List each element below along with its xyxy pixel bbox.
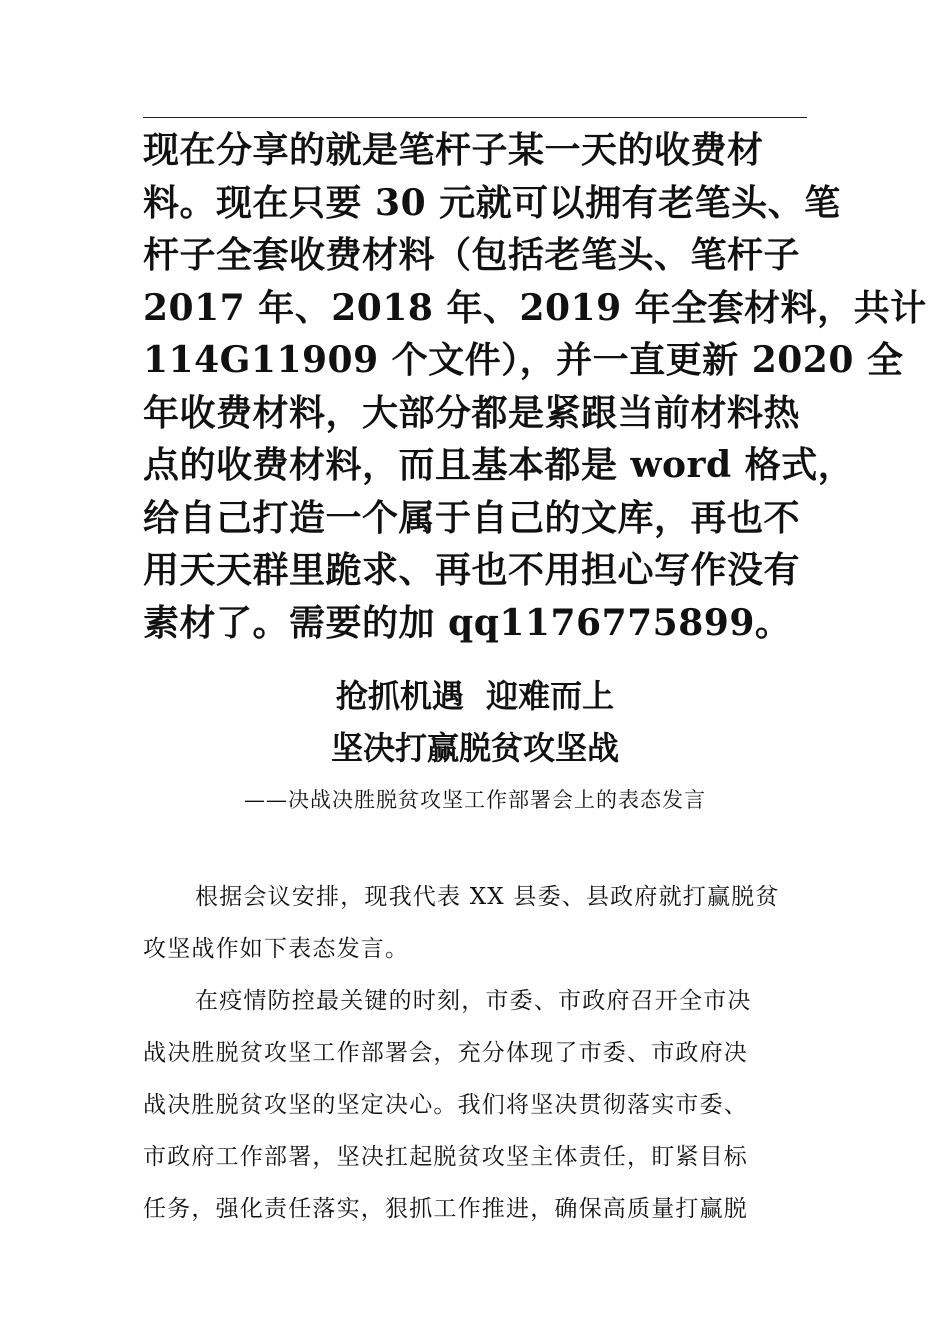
body-line: 任务，强化责任落实，狠抓工作推进，确保高质量打赢脱 (143, 1196, 748, 1222)
body-line: 战决胜脱贫攻坚的坚定决心。我们将坚决贯彻落实市委、 (143, 1092, 748, 1118)
advert-paragraph (143, 124, 927, 649)
body-line: 市政府工作部署，坚决扛起脱贫攻坚主体责任，盯紧目标 (143, 1144, 748, 1170)
body-line: 在疫情防控最关键的时刻，市委、市政府召开全市决 (195, 988, 752, 1014)
body-text (143, 871, 809, 1235)
advert-line: 杆子全套收费材料（包括老笔头、笔杆子 (143, 234, 801, 276)
body-line: 攻坚战作如下表态发言。 (143, 936, 410, 962)
title-line-2: 坚决打赢脱贫攻坚战 (330, 729, 619, 767)
advert-line: 料。现在只要 30 元就可以拥有老笔头、笔 (143, 181, 841, 224)
body-line: 根据会议安排，现我代表 XX 县委、县政府就打赢脱贫 (195, 884, 780, 910)
document-title (0, 670, 950, 774)
advert-line: 2017 年、2018 年、2019 年全套材料，共计 (143, 286, 927, 329)
advert-line: 给自己打造一个属于自己的文库，再也不 (143, 496, 801, 539)
body-line: 战决胜脱贫攻坚工作部署会，充分体现了市委、市政府决 (143, 1040, 748, 1066)
advert-line: 用天天群里跪求、再也不用担心写作没有 (143, 549, 801, 591)
header-rule (143, 117, 807, 118)
document-subtitle: ——决战决胜脱贫攻坚工作部署会上的表态发言 (244, 788, 706, 812)
advert-line: 114G11909 个文件），并一直更新 2020 全 (143, 339, 904, 381)
advert-line: 年收费材料，大部分都是紧跟当前材料热 (143, 391, 801, 434)
advert-line: 现在分享的就是笔杆子某一天的收费材 (143, 129, 764, 171)
advert-line: 点的收费材料，而且基本都是 word 格式， (143, 444, 855, 486)
title-line-1: 抢抓机遇 迎难而上 (335, 677, 615, 715)
advert-line: 素材了。需要的加 qq1176775899。 (143, 601, 792, 644)
